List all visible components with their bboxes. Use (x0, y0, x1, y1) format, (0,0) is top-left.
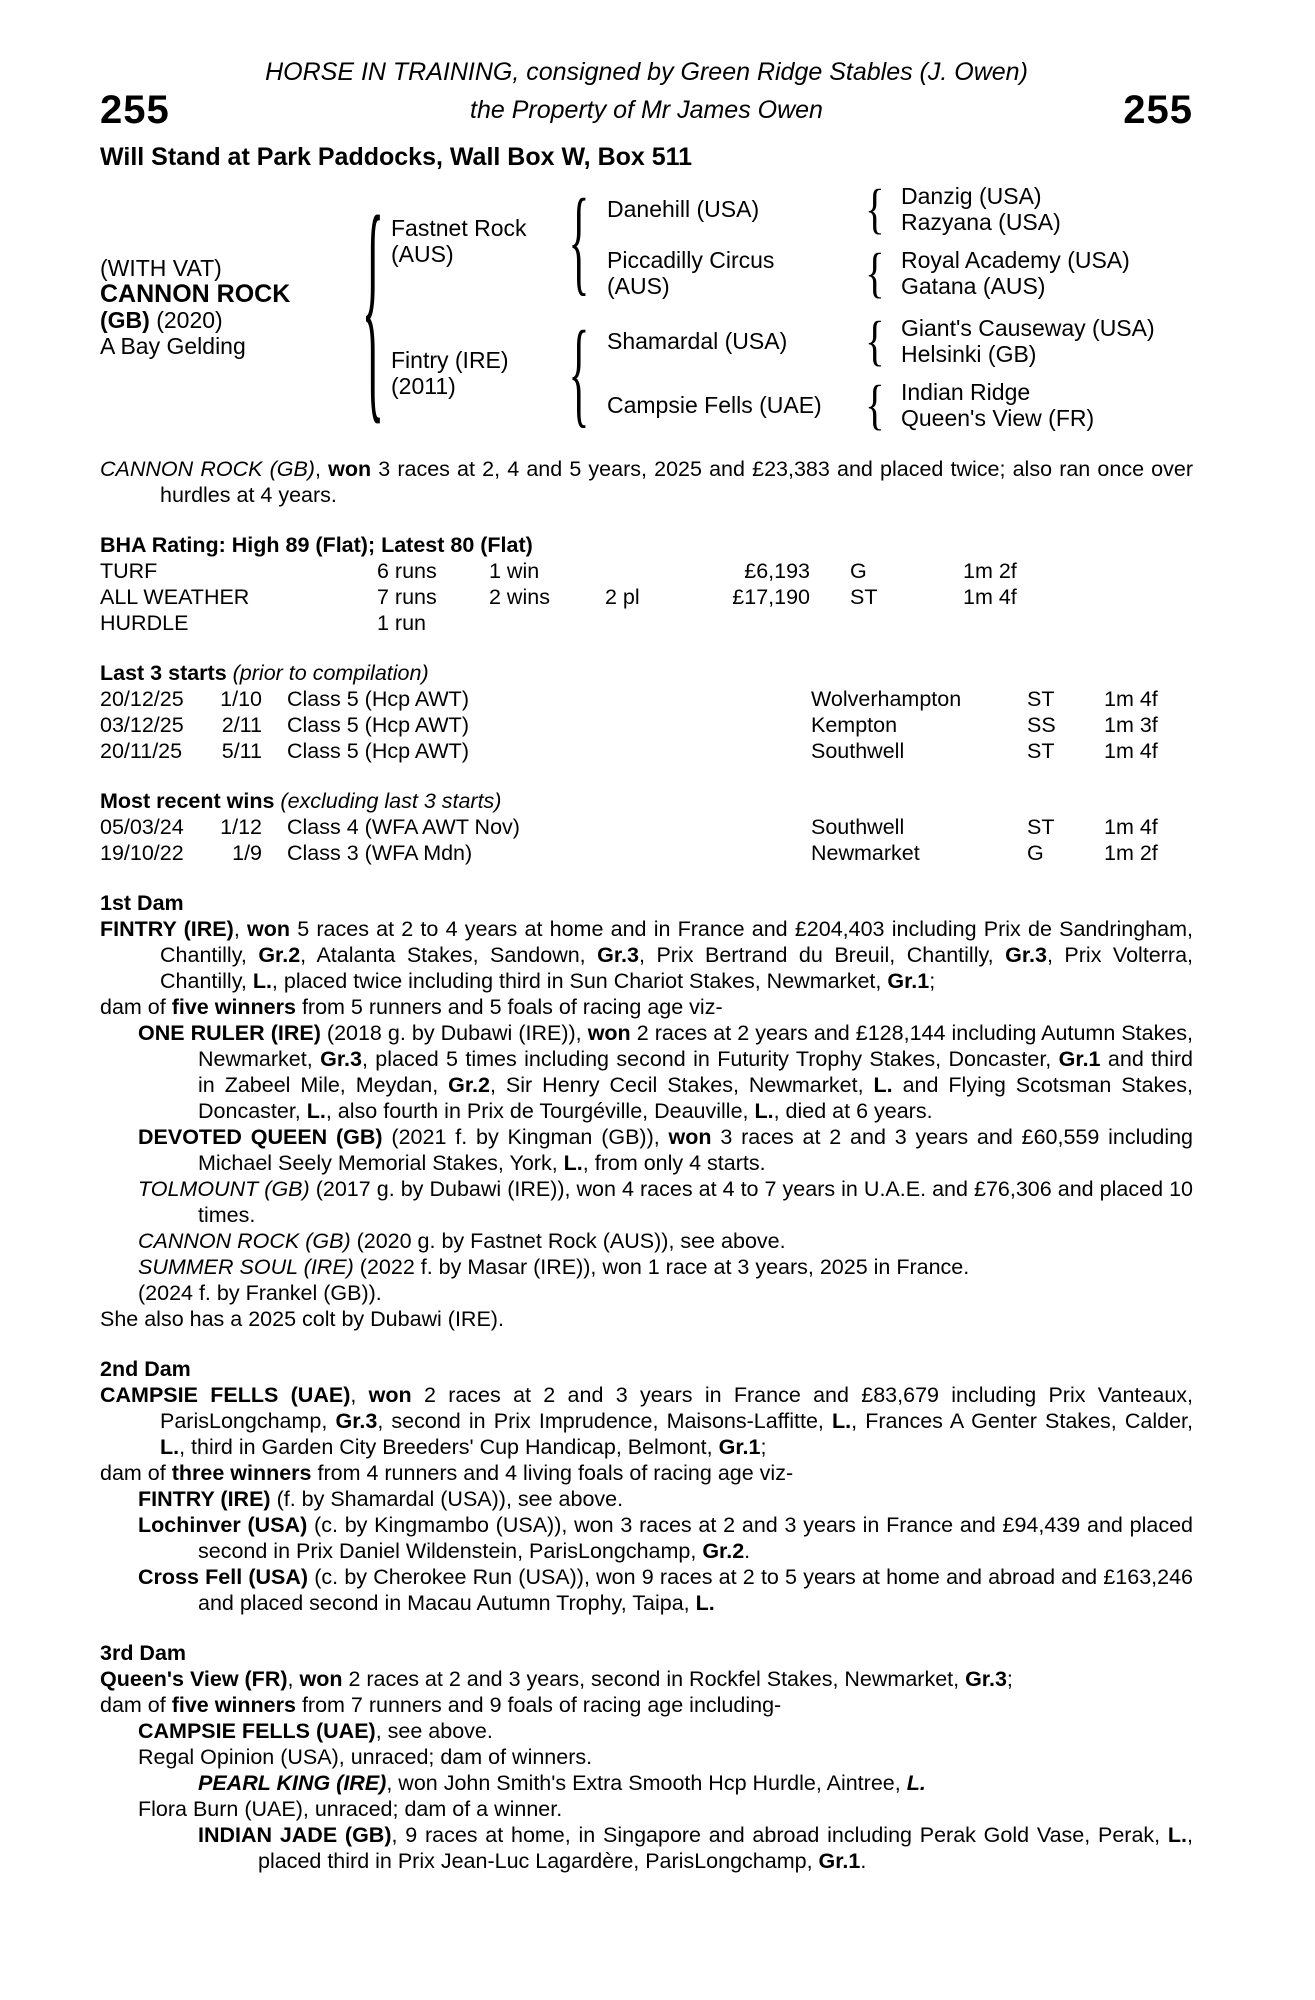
pedigree-table (100, 163, 1193, 447)
going: ST (1027, 739, 1055, 763)
brace-icon: { (568, 305, 590, 439)
section-heading: 3rd Dam (100, 1641, 187, 1665)
first-dam-section (100, 890, 1193, 1332)
dam-paragraph: Queen's View (FR), won 2 races at 2 and 3 years, second in Rockfel Stakes, Newmarket, Gr.3; (100, 1667, 1013, 1691)
grandparent-row (597, 177, 1130, 240)
venue: Newmarket (811, 841, 920, 865)
distance (960, 610, 1193, 636)
brace-icon: { (865, 309, 885, 372)
great-grandparents: Royal Academy (USA) Gatana (AUS) (901, 247, 1130, 299)
lot-number-left: 255 (100, 88, 170, 132)
finish-position: 1/12 (220, 815, 262, 839)
surface: TURF (100, 559, 158, 583)
distance: 1m 4f (1104, 687, 1158, 711)
race-date: 20/12/25 (100, 687, 184, 711)
grandparent-row (597, 373, 1155, 436)
produce-note: dam of five winners from 5 runners and 5 foals of racing age viz- (100, 995, 723, 1019)
lot-number-right: 255 (1123, 88, 1193, 132)
produce-entry: FINTRY (IRE) (f. by Shamardal (USA)), see above. (138, 1487, 624, 1511)
race-date: 03/12/25 (100, 713, 184, 737)
stand-location-line: Will Stand at Park Paddocks, Wall Box W, Box 511 (100, 143, 693, 171)
race-record-summary: CANNON ROCK (GB), won 3 races at 2, 4 and 5 years, 2025 and £23,383 and placed twice; also ran once over hurdles at 4 years. (100, 457, 1193, 507)
produce-entry: ONE RULER (IRE) (2018 g. by Dubawi (IRE)), won 2 races at 2 years and £128,144 including Autumn Stakes, Newmarket, Gr.3, placed 5 times including second in Futurity Trophy Stakes, Doncaster, Gr.1 and third in Zabeel Mile, Meydan, Gr.2, Sir Henry Cecil Stakes, Newmarket, L. and Flying Scotsman Stakes, Doncaster, L., also fourth in Prix de Tourgéville, Deauville, L., died at 6 years. (138, 1021, 1194, 1123)
earnings (710, 610, 810, 636)
great-grandparents: Danzig (USA) Razyana (USA) (901, 183, 1061, 235)
section-heading: 1st Dam (100, 891, 184, 915)
table-row (100, 610, 1193, 636)
race-class: Class 4 (WFA AWT Nov) (287, 815, 520, 839)
distance: 1m 2f (963, 559, 1017, 583)
going (810, 610, 960, 636)
going: ST (1027, 815, 1055, 839)
vat-status: (WITH VAT) (100, 255, 222, 281)
wins: 1 win (489, 559, 540, 583)
places (605, 558, 710, 584)
race-date: 20/11/25 (100, 739, 183, 763)
race-class: Class 5 (Hcp AWT) (287, 713, 469, 737)
table-row (100, 840, 1193, 866)
runs: 7 runs (377, 585, 437, 609)
granddam-name: Campsie Fells (UAE) (607, 392, 822, 418)
wins: 2 wins (489, 585, 550, 609)
last-starts-heading: Last 3 starts (prior to compilation) (100, 661, 429, 685)
granddam-name: Piccadilly Circus (AUS) (607, 247, 775, 299)
table-row (100, 712, 1193, 738)
distance: 1m 4f (963, 585, 1017, 609)
finish-position: 5/11 (221, 739, 262, 763)
produce-entry: INDIAN JADE (GB), 9 races at home, in Singapore and abroad including Perak Gold Vase, Perak, L., placed third in Prix Jean-Luc Lagardère, ParisLongchamp, Gr.1. (198, 1823, 1193, 1873)
earnings: £6,193 (744, 559, 810, 583)
brace-icon: { (865, 241, 885, 304)
brace-icon: { (865, 177, 885, 240)
places: 2 pl (605, 585, 640, 609)
going: G (1027, 841, 1044, 865)
brace-icon: { (865, 373, 885, 436)
horse-origin-year: (GB) (2020) (100, 307, 223, 333)
distance: 1m 4f (1104, 815, 1158, 839)
produce-entry: CANNON ROCK (GB) (2020 g. by Fastnet Rock (AUS)), see above. (138, 1229, 786, 1253)
dam-name: Fintry (IRE) (2011) (391, 347, 509, 399)
table-row (100, 558, 1193, 584)
second-dam-section (100, 1356, 1193, 1616)
great-grandparents: Giant's Causeway (USA) Helsinki (GB) (901, 315, 1155, 367)
going: G (850, 559, 867, 583)
section-heading: 2nd Dam (100, 1357, 191, 1381)
surface: HURDLE (100, 611, 189, 635)
produce-entry: Cross Fell (USA) (c. by Cherokee Run (USA)), won 9 races at 2 to 5 years at home and abroad and £163,246 and placed second in Macau Autumn Trophy, Taipa, L. (138, 1565, 1193, 1615)
grandsire-name: Danehill (USA) (607, 196, 760, 222)
produce-entry: PEARL KING (IRE), won John Smith's Extra Smooth Hcp Hurdle, Aintree, L. (198, 1771, 926, 1795)
produce-note: dam of five winners from 7 runners and 9 foals of racing age including- (100, 1693, 782, 1717)
dam-paragraph: CAMPSIE FELLS (UAE), won 2 races at 2 and 3 years in France and £83,679 including Prix Vanteaux, ParisLongchamp, Gr.3, second in Prix Imprudence, Maisons-Laffitte, L., Frances A Genter Stakes, Calder, L., third in Garden City Breeders' Cup Handicap, Belmont, Gr.1; (100, 1383, 1194, 1459)
consignor-line: HORSE IN TRAINING, consigned by Green Ridge Stables (J. Owen) (265, 58, 1028, 86)
sire-branch (391, 173, 1155, 307)
dam-branch (391, 305, 1155, 439)
runs: 6 runs (377, 559, 437, 583)
pedigree-tree (391, 173, 1155, 439)
table-row (100, 738, 1193, 764)
surface: ALL WEATHER (100, 585, 250, 609)
race-date: 19/10/22 (100, 841, 184, 865)
venue: Kempton (811, 713, 898, 737)
race-class: Class 3 (WFA Mdn) (287, 841, 473, 865)
race-date: 05/03/24 (100, 815, 184, 839)
finish-position: 1/9 (232, 841, 262, 865)
produce-entry: CAMPSIE FELLS (UAE), see above. (138, 1719, 493, 1743)
going: SS (1027, 713, 1056, 737)
brace-icon: { (568, 173, 590, 307)
third-dam-section (100, 1640, 1193, 1874)
page-header (100, 58, 1193, 132)
produce-entry: SUMMER SOUL (IRE) (2022 f. by Masar (IRE)), won 1 race at 3 years, 2025 in France. (138, 1255, 970, 1279)
venue: Southwell (811, 739, 905, 763)
sire-name: Fastnet Rock (AUS) (391, 215, 527, 267)
venue: Southwell (811, 815, 905, 839)
produce-entry: Flora Burn (UAE), unraced; dam of a winner. (138, 1797, 563, 1821)
venue: Wolverhampton (811, 687, 962, 711)
wins (489, 610, 605, 636)
produce-entry: Lochinver (USA) (c. by Kingmambo (USA)), won 3 races at 2 and 3 years in France and £94,439 and placed second in Prix Daniel Wildenstein, ParisLongchamp, Gr.2. (138, 1513, 1193, 1563)
finish-position: 1/10 (220, 687, 262, 711)
grandsire-name: Shamardal (USA) (607, 328, 788, 354)
grandparent-row (597, 241, 1130, 304)
lot-number-row (100, 88, 1193, 132)
places (605, 610, 710, 636)
last-starts-section (100, 660, 1193, 764)
distance: 1m 2f (1104, 841, 1158, 865)
produce-entry: Regal Opinion (USA), unraced; dam of winners. (138, 1745, 593, 1769)
produce-note: dam of three winners from 4 runners and 4 living foals of racing age viz- (100, 1461, 794, 1485)
great-grandparents: Indian Ridge Queen's View (FR) (901, 379, 1095, 431)
produce-entry: (2024 f. by Frankel (GB)). (138, 1281, 382, 1305)
bha-rating-section (100, 532, 1193, 636)
table-row (100, 814, 1193, 840)
distance: 1m 3f (1104, 713, 1158, 737)
property-line: the Property of Mr James Owen (470, 96, 823, 124)
race-class: Class 5 (Hcp AWT) (287, 687, 469, 711)
finish-position: 2/11 (221, 713, 262, 737)
pedigree-subject (100, 255, 355, 359)
table-row (100, 584, 1193, 610)
going: ST (1027, 687, 1055, 711)
grandparent-row (597, 309, 1155, 372)
recent-wins-section (100, 788, 1193, 866)
runs: 1 run (377, 611, 427, 635)
distance: 1m 4f (1104, 739, 1158, 763)
race-class: Class 5 (Hcp AWT) (287, 739, 469, 763)
table-row (100, 686, 1193, 712)
dam-paragraph: FINTRY (IRE), won 5 races at 2 to 4 years at home and in France and £204,403 including Prix de Sandringham, Chantilly, Gr.2, Atalanta Stakes, Sandown, Gr.3, Prix Bertrand du Breuil, Chantilly, Gr.3, Prix Volterra, Chantilly, L., placed twice including third in Sun Chariot Stakes, Newmarket, Gr.1; (100, 917, 1194, 993)
produce-note: She also has a 2025 colt by Dubawi (IRE). (100, 1307, 504, 1331)
going: ST (850, 585, 878, 609)
recent-wins-heading: Most recent wins (excluding last 3 starts) (100, 789, 502, 813)
bha-rating-heading: BHA Rating: High 89 (Flat); Latest 80 (Flat) (100, 533, 533, 557)
horse-name: CANNON ROCK (100, 280, 291, 308)
brace-icon: { (361, 163, 385, 447)
produce-entry: TOLMOUNT (GB) (2017 g. by Dubawi (IRE)), won 4 races at 4 to 7 years in U.A.E. and £76,306 and placed 10 times. (138, 1177, 1193, 1227)
horse-description: A Bay Gelding (100, 333, 246, 359)
earnings: £17,190 (732, 585, 810, 609)
produce-entry: DEVOTED QUEEN (GB) (2021 f. by Kingman (GB)), won 3 races at 2 and 3 years and £60,559 including Michael Seely Memorial Stakes, York, L., from only 4 starts. (138, 1125, 1194, 1175)
